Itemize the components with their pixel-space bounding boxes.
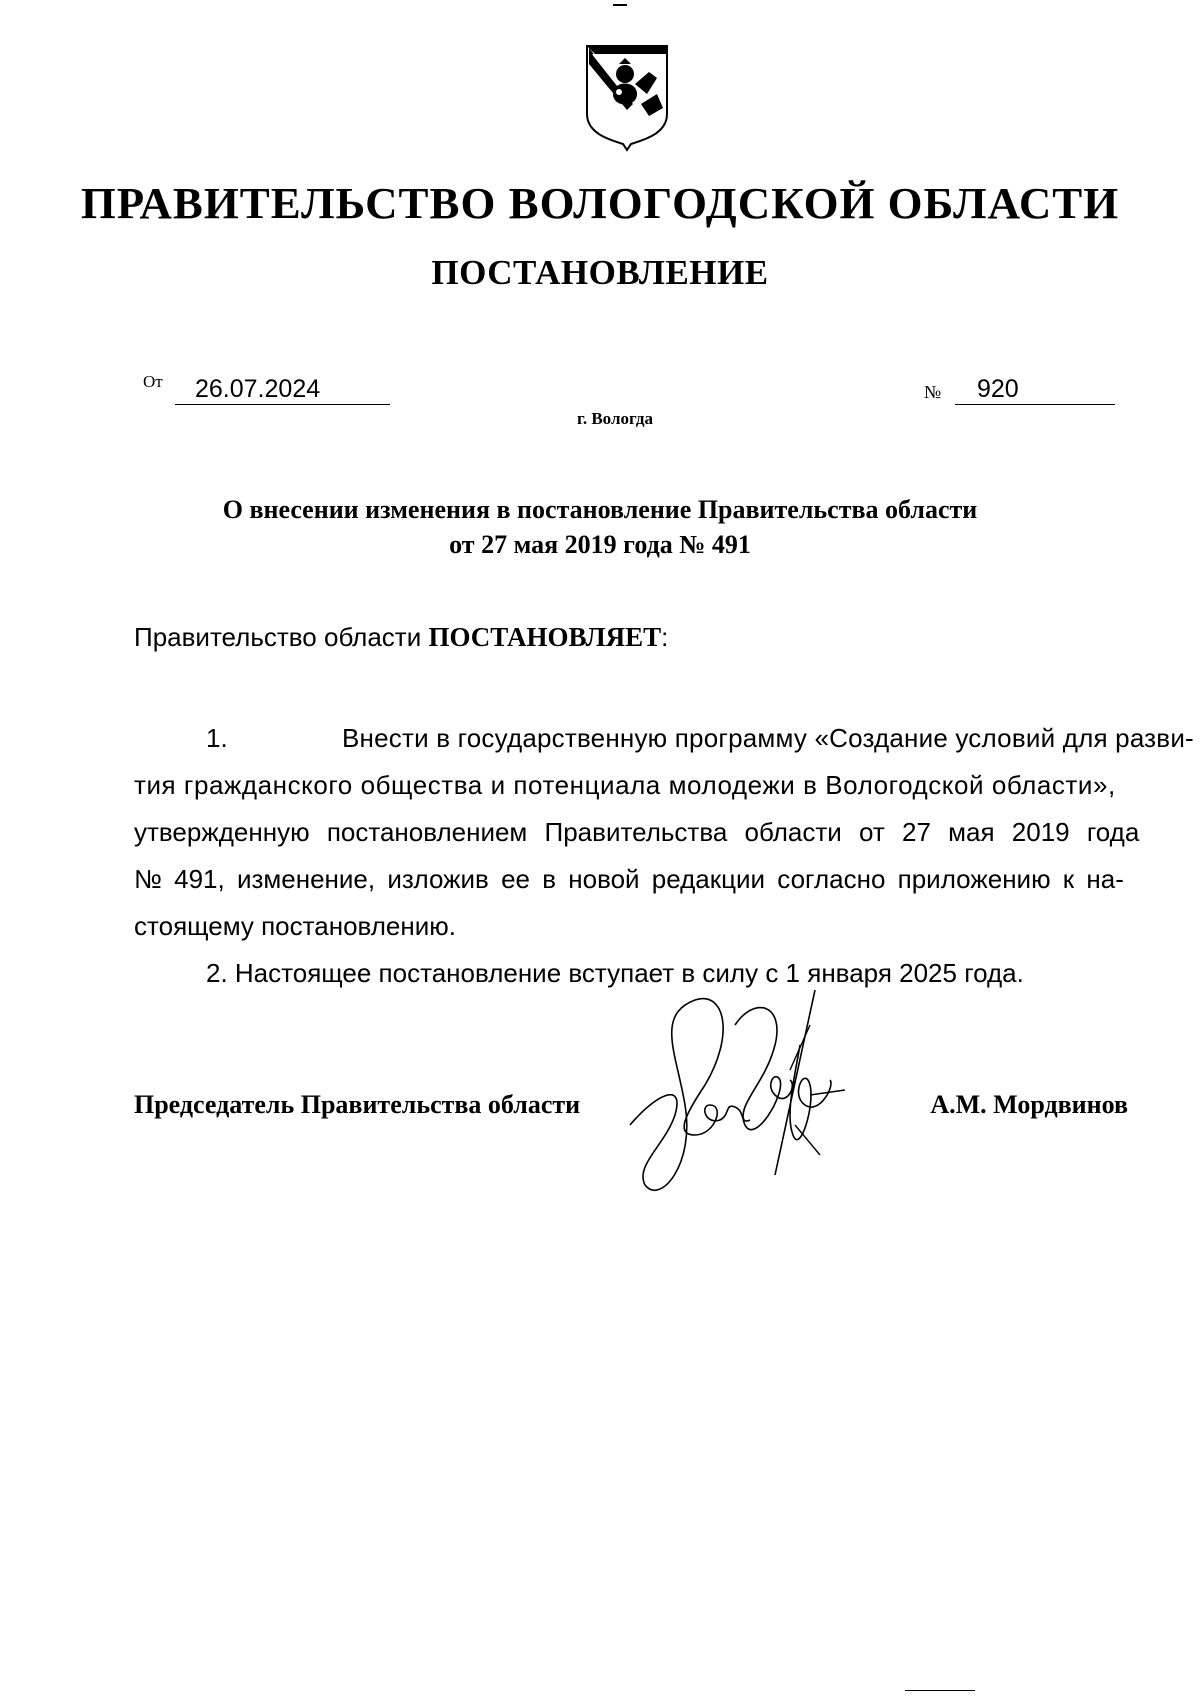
item-1-line-3: утвержденную постановлением Правительства области от 27 мая 2019 года (134, 817, 1140, 847)
government-title: ПРАВИТЕЛЬСТВО ВОЛОГОДСКОЙ ОБЛАСТИ (80, 179, 1120, 228)
subject-line-1: О внесении изменения в постановление Правительства области (222, 495, 978, 524)
coat-of-arms-icon (583, 44, 671, 152)
signatory-position: Председатель Правительства области (134, 1090, 581, 1119)
signatory-name: А.М. Мордвинов (930, 1090, 1128, 1119)
number-label: № (924, 382, 942, 402)
item-1-line-1: 1. Внести в государственную программу «Создание условий для разви- (134, 715, 1128, 762)
city: г. Вологда (577, 409, 653, 428)
document-body (134, 715, 1194, 997)
preamble-tail: : (661, 622, 669, 652)
preamble (134, 622, 668, 653)
preamble-emphasis: ПОСТАНОВЛЯЕТ (428, 622, 662, 652)
scan-artifact (613, 4, 627, 6)
item-2: 2. Настоящее постановление вступает в силу с 1 января 2025 года. (206, 958, 1024, 988)
date-label: От (143, 372, 163, 391)
document-subject (0, 492, 1200, 562)
item-1-line-5: стоящему постановлению. (134, 911, 456, 941)
subject-line-2: от 27 мая 2019 года № 491 (449, 530, 751, 559)
item-1-number: 1. (206, 723, 228, 753)
document-type: ПОСТАНОВЛЕНИЕ (431, 253, 769, 292)
item-1-line-2: тия гражданского общества и потенциала молодежи в Вологодской области», (134, 770, 1116, 800)
document-date: 26.07.2024 (175, 374, 390, 405)
item-1-line-4: № 491, изменение, изложив ее в новой редакции согласно приложению к на- (134, 864, 1124, 894)
scan-artifact (905, 1690, 975, 1691)
preamble-text: Правительство области (134, 622, 429, 652)
document-number: 920 (955, 374, 1115, 405)
handwritten-signature (615, 985, 915, 1205)
